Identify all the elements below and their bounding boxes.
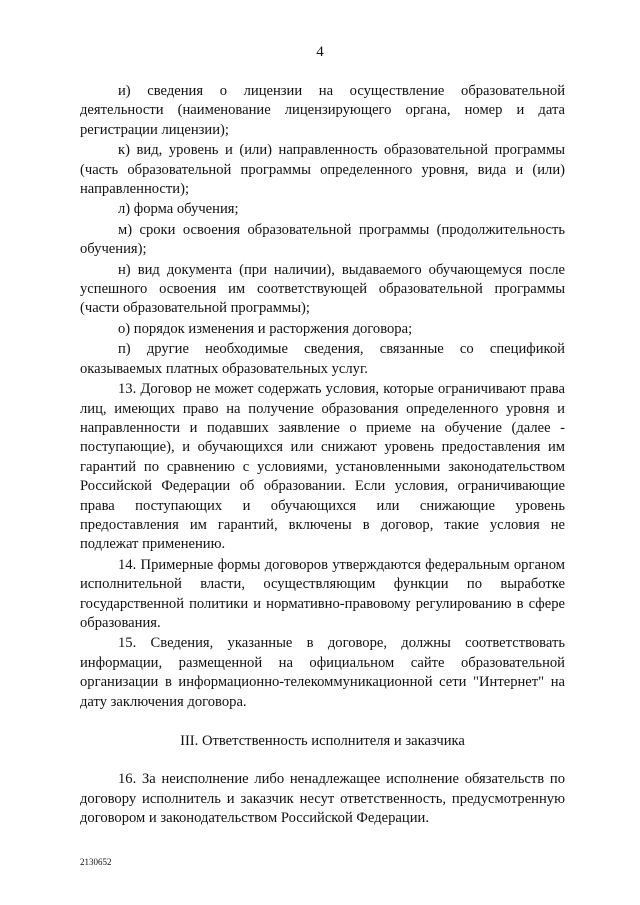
page-number: 4 <box>316 44 324 60</box>
paragraph-14: 14. Примерные формы договоров утверждаются федеральным органом исполнительной власти, осуществляющим функции по выработке государственной политики и нормативно-правовому регулированию в сфере образования. <box>80 556 565 631</box>
section-title: III. Ответственность исполнителя и заказчика <box>180 733 465 749</box>
paragraph-item-n: н) вид документа (при наличии), выдаваемого обучающемуся после успешного освоения им соответствующей образовательной программы (части образовательной программы); <box>80 261 565 317</box>
paragraph-item-p: п) другие необходимые сведения, связанные со спецификой оказываемых платных образовательных услуг. <box>80 341 565 377</box>
paragraph-13: 13. Договор не может содержать условия, которые ограничивают права лиц, имеющих право на получение образования определенного уровня и направленности и подавших заявление о приеме на обучение (далее - поступающие), и обучающихся или снижают уровень предоставления им гарантий по сравнению с условиями, установленными законодательством Российской Федерации об образовании. Если условия, ограничивающие права поступающих и обучающихся или снижающие уровень предоставления им гарантий, включены в договор, такие условия не подлежат применению. <box>80 381 565 553</box>
document-body <box>80 82 565 830</box>
paragraph-item-i: и) сведения о лицензии на осуществление образовательной деятельности (наименование лицензирующего органа, номер и дата регистрации лицензии); <box>80 83 565 138</box>
paragraph-item-l: л) форма обучения; <box>118 201 239 218</box>
paragraph-item-o: о) порядок изменения и расторжения договора; <box>118 320 413 337</box>
paragraph-item-m: м) сроки освоения образовательной программы (продолжительность обучения); <box>80 221 565 258</box>
document-code: 2130652 <box>80 857 112 867</box>
paragraph-item-k: к) вид, уровень и (или) направленность образовательной программы (часть образовательной программы определенного уровня, вида и (или) направленности); <box>80 142 565 198</box>
paragraph-16: 16. За неисполнение либо ненадлежащее исполнение обязательств по договору исполнитель и заказчик несут ответственность, предусмотренную договором и законодательством Российской Федерации. <box>80 771 565 827</box>
paragraph-15: 15. Сведения, указанные в договоре, должны соответствовать информации, размещенной на официальном сайте образовательной организации в информационно-телекоммуникационной сети "Интернет" на дату заключения договора. <box>80 635 565 710</box>
